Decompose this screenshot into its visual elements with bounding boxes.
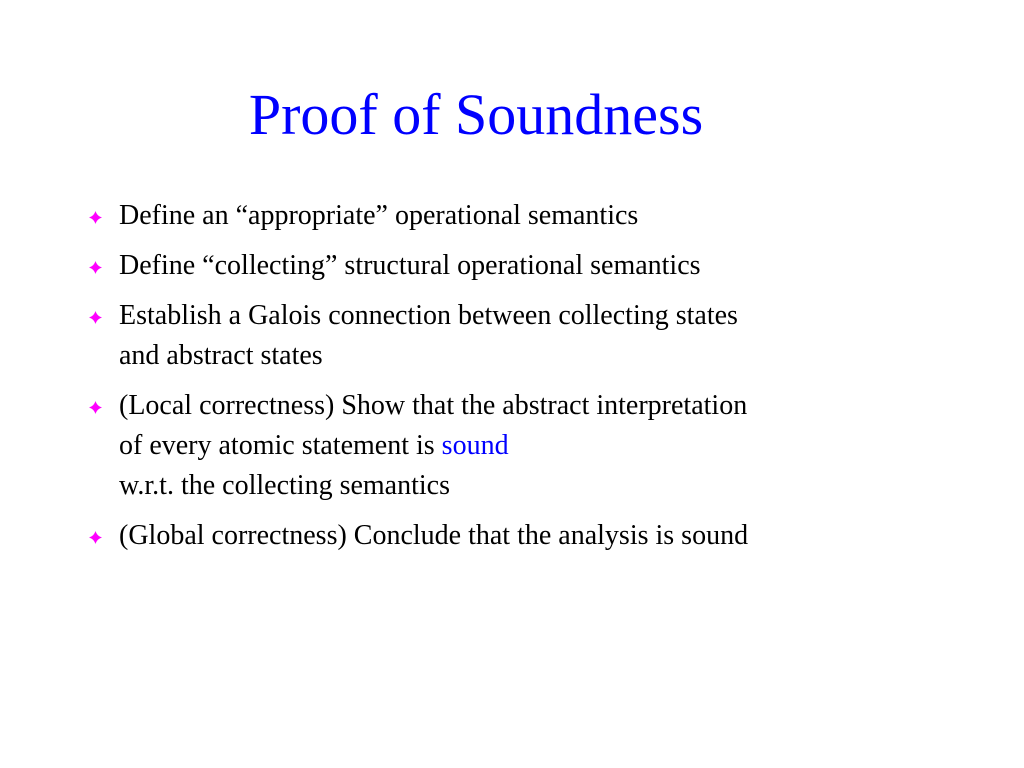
bullet-item: [84, 246, 984, 286]
bullet-list: [84, 196, 984, 566]
bullet-line: (Global correctness) Conclude that the analysis is sound: [119, 520, 749, 551]
highlighted-word: sound: [441, 430, 509, 461]
slide-title: Proof of Soundness: [248, 82, 704, 147]
bullet-line: [119, 426, 984, 466]
bullet-line-text: of every atomic statement is: [119, 430, 442, 461]
bullet-item: [84, 196, 984, 236]
bullet-line: and abstract states: [119, 340, 323, 371]
diamond-bullet-icon: [89, 311, 102, 324]
diamond-bullet-icon: [89, 211, 102, 224]
bullet-line: (Local correctness) Show that the abstract interpretation: [119, 390, 748, 421]
bullet-item: [84, 296, 984, 376]
diamond-bullet-icon: [89, 261, 102, 274]
diamond-bullet-icon: [89, 401, 102, 414]
diamond-bullet-icon: [89, 531, 102, 544]
bullet-item: [84, 516, 984, 556]
bullet-line: Establish a Galois connection between collecting states: [119, 300, 738, 331]
bullet-line: Define an “appropriate” operational semantics: [119, 200, 639, 231]
bullet-item: [84, 386, 984, 506]
bullet-line: w.r.t. the collecting semantics: [119, 470, 450, 501]
bullet-line: Define “collecting” structural operational semantics: [119, 250, 701, 281]
